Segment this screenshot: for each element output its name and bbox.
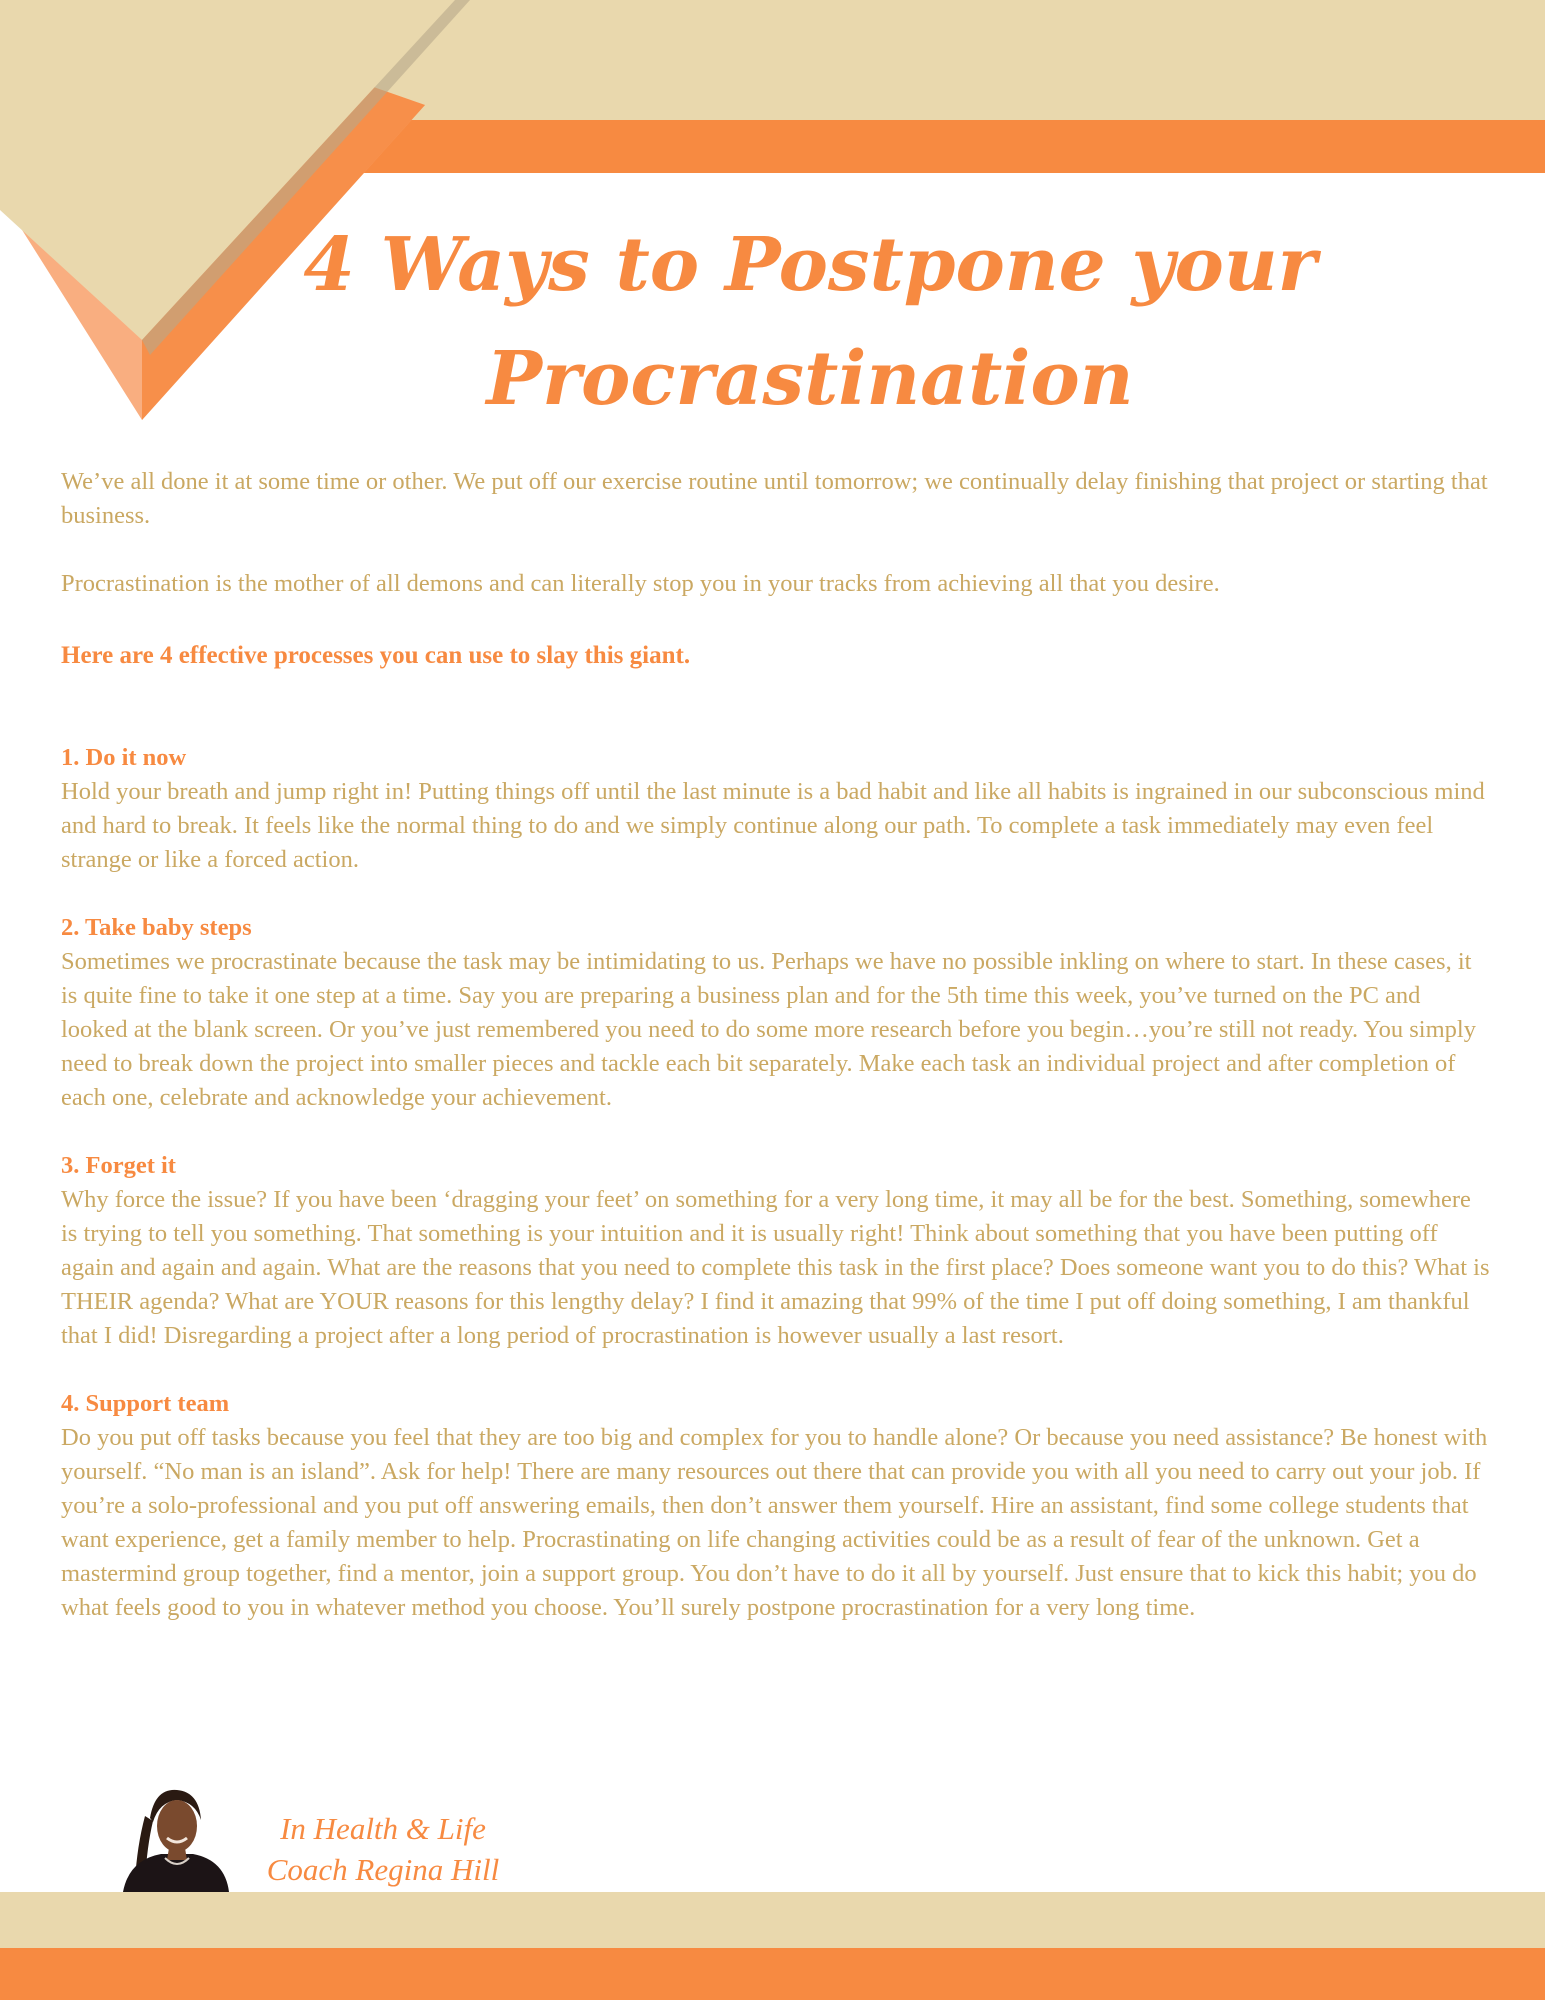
- section-body: Hold your breath and jump right in! Putting things off until the last minute is a bad habit and like all habits is ingrained in our subconscious mind and hard to break. It feels like the normal thing to do and we simply continue along our path. To complete a task immediately may even feel strange or like a forced action.: [61, 778, 1485, 873]
- page-title: [160, 208, 1460, 436]
- page-title-line1: 4 Ways to Postpone your: [303, 222, 1317, 308]
- face: [157, 1800, 197, 1852]
- page-title-line2: Procrastination: [486, 336, 1134, 422]
- section-body: Do you put off tasks because you feel that they are too big and complex for you to handle alone? Or because you need assistance? Be honest with yourself. “No man is an island”. Ask for help! There are many resources out there that can provide you with all you need to carry out your job. If you’re a solo-professional and you put off answering emails, then don’t answer them yourself. Hire an assistant, find some college students that want experience, get a family member to help. Procrastinating on life changing activities could be as a result of fear of the unknown. Get a mastermind group together, find a mentor, join a support group. You don’t have to do it all by yourself. Just ensure that to kick this habit; you do what feels good to you in whatever method you choose. You’ll surely postpone procrastination for a very long time.: [61, 1424, 1488, 1621]
- section-support-team: [61, 1387, 1491, 1625]
- intro-paragraph-1: We’ve all done it at some time or other. We put off our exercise routine until tomorrow; we continually delay finishing that project or starting that business.: [61, 468, 1488, 529]
- section-heading: 2. Take baby steps: [61, 914, 252, 941]
- section-heading: 1. Do it now: [61, 744, 187, 771]
- section-body: Why force the issue? If you have been ‘dragging your feet’ on something for a very long time, it may all be for the best. Something, somewhere is trying to tell you something. That something is your intuition and it is usually right! Think about something that you have been putting off again and again and again. What are the reasons that you need to complete this task in the first place? Does someone want you to do this? What is THEIR agenda? What are YOUR reasons for this lengthy delay? I find it amazing that 99% of the time I put off doing something, I am thankful that I did! Disregarding a project after a long period of procrastination is however usually a last resort.: [61, 1186, 1490, 1349]
- footer-beige-band: [0, 1892, 1545, 1948]
- signature-line2: Coach Regina Hill: [266, 1852, 500, 1887]
- section-body: Sometimes we procrastinate because the task may be intimidating to us. Perhaps we have no possible inkling on where to start. In these cases, it is quite fine to take it one step at a time. Say you are preparing a business plan and for the 5th time this week, you’ve turned on the PC and looked at the blank screen. Or you’ve just remembered you need to do some more research before you begin…you’re still not ready. You simply need to break down the project into smaller pieces and tackle each bit separately. Make each task an individual project and after completion of each one, celebrate and acknowledge your achievement.: [61, 948, 1476, 1111]
- article-body: [61, 465, 1491, 1625]
- author-photo: [115, 1786, 235, 1892]
- section-take-baby-steps: [61, 911, 1491, 1115]
- section-do-it-now: [61, 741, 1491, 877]
- intro-highlight: Here are 4 effective processes you can use to slay this giant.: [61, 642, 691, 669]
- intro-paragraph-2: Procrastination is the mother of all demons and can literally stop you in your tracks from achieving all that you desire.: [61, 570, 1220, 597]
- signature: [248, 1808, 518, 1890]
- footer-orange-band: [0, 1948, 1545, 2000]
- signature-line1: In Health & Life: [280, 1811, 486, 1846]
- section-heading: 3. Forget it: [61, 1152, 176, 1179]
- section-forget-it: [61, 1149, 1491, 1353]
- neck: [167, 1848, 187, 1860]
- section-heading: 4. Support team: [61, 1390, 230, 1417]
